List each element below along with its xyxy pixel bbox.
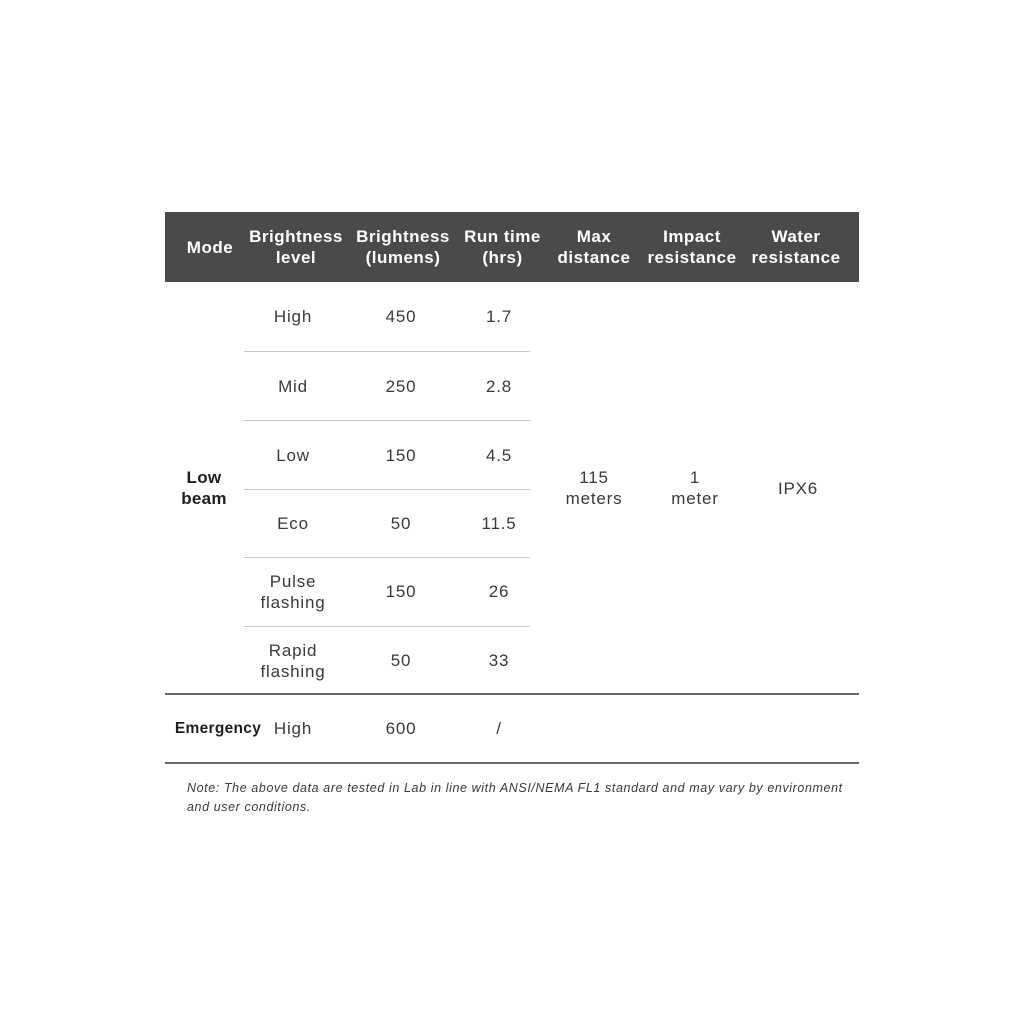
lumens-cell: 150 xyxy=(385,582,417,601)
lumens-cell: 50 xyxy=(390,651,412,670)
lumens-cell: 250 xyxy=(385,376,417,396)
water-resistance-cell: IPX6 xyxy=(777,478,819,498)
impact-resistance-cell: 1 meter xyxy=(671,468,719,508)
header-max-distance: Max distance xyxy=(557,227,631,267)
table-header xyxy=(165,212,859,282)
mode-low-beam: Low beam xyxy=(181,468,227,508)
mode-emergency: Emergency xyxy=(174,720,262,737)
level-cell: Low xyxy=(276,445,310,465)
runtime-cell: 11.5 xyxy=(481,514,517,533)
lumens-cell: 150 xyxy=(385,445,417,465)
footnote: Note: The above data are tested in Lab in line with ANSI/NEMA FL1 standard and may vary by environment and user conditions. xyxy=(187,781,843,814)
level-cell: High xyxy=(273,719,313,738)
level-cell: Mid xyxy=(278,376,308,396)
lumens-cell: 50 xyxy=(390,514,412,533)
header-impact-resistance: Impact resistance xyxy=(647,227,737,267)
runtime-cell: 1.7 xyxy=(485,307,513,326)
table-bottom-border xyxy=(165,762,859,764)
header-run-time: Run time (hrs) xyxy=(464,227,541,267)
lumens-cell: 450 xyxy=(385,307,417,326)
max-distance-cell: 115 meters xyxy=(565,468,623,508)
runtime-cell: 26 xyxy=(488,582,510,601)
header-brightness-lumens: Brightness (lumens) xyxy=(356,227,450,267)
runtime-cell: 4.5 xyxy=(485,445,513,465)
runtime-cell: 2.8 xyxy=(485,376,513,396)
level-cell: Pulse flashing xyxy=(260,571,326,612)
lumens-cell: 600 xyxy=(385,719,417,738)
runtime-cell: / xyxy=(496,719,502,738)
header-brightness-level: Brightness level xyxy=(249,227,343,267)
level-cell: Rapid flashing xyxy=(260,640,326,681)
header-water-resistance: Water resistance xyxy=(751,227,841,267)
level-cell: High xyxy=(273,307,313,326)
header-mode: Mode xyxy=(186,237,234,257)
level-cell: Eco xyxy=(277,514,309,533)
runtime-cell: 33 xyxy=(488,651,510,670)
